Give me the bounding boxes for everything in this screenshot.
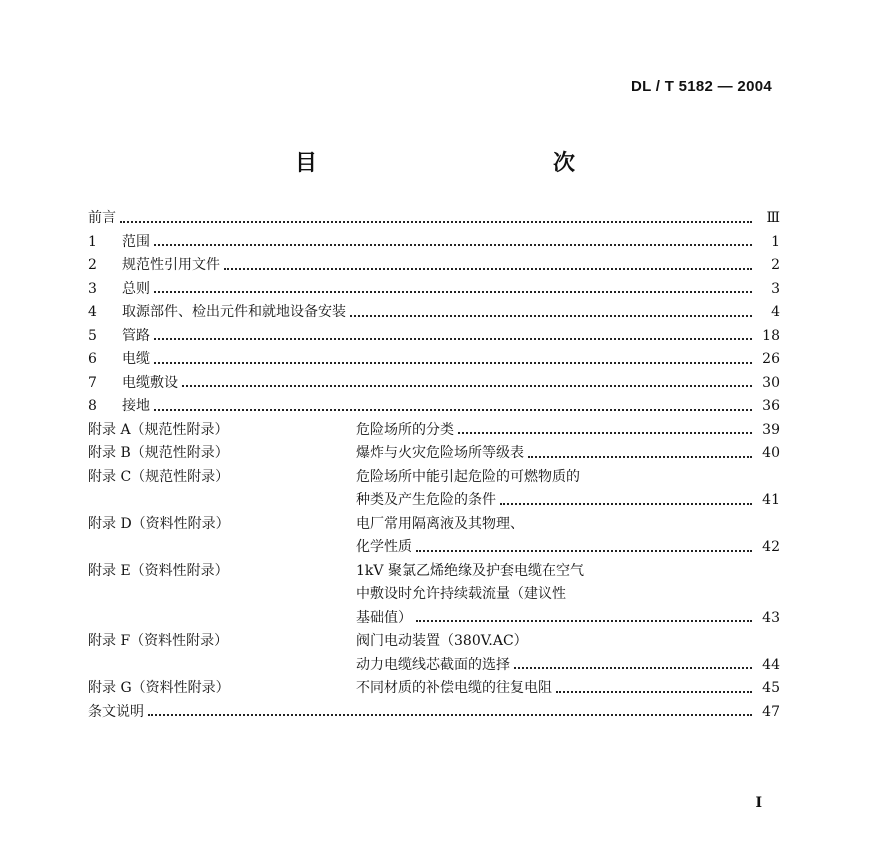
toc-entry-number: 5: [88, 327, 97, 344]
appendix-entry[interactable]: [88, 466, 780, 513]
toc-entry-label: 规范性引用文件: [122, 254, 224, 278]
appendix-heading: 附录 F（资料性附录）: [88, 633, 229, 649]
appendix-title-text: 电厂常用隔离液及其物理、: [356, 513, 528, 537]
appendix-heading: 附录 B（规范性附录）: [88, 445, 229, 461]
appendix-title-line: [356, 583, 780, 607]
dot-leader: [154, 291, 752, 293]
toc-entry-page: 1: [752, 231, 780, 255]
dot-leader: [458, 432, 752, 434]
toc-entry[interactable]: [88, 207, 780, 231]
toc-entry-page: 30: [752, 372, 780, 396]
toc-entry[interactable]: [88, 395, 780, 419]
toc-entry-label: 电缆敷设: [122, 372, 182, 396]
toc-entry-page: 2: [752, 254, 780, 278]
appendix-heading: 附录 A（规范性附录）: [88, 421, 229, 438]
appendix-page: 41: [752, 489, 780, 513]
toc-entry-leader-line: [88, 254, 780, 278]
toc-entry-leader-line: [88, 207, 780, 231]
appendix-heading: 附录 C（规范性附录）: [88, 468, 230, 485]
toc-entry[interactable]: [88, 254, 780, 278]
toc-entry-leader-line: [88, 372, 780, 396]
appendix-entry[interactable]: [88, 419, 780, 443]
appendix-page: 42: [752, 536, 780, 560]
appendix-title-line: [356, 607, 780, 631]
toc-entry-leader-line: [88, 231, 780, 255]
appendix-heading: 附录 G（资料性附录）: [88, 680, 230, 696]
toc-entry-page: Ⅲ: [752, 207, 780, 231]
toc-entry-leader-line: [88, 348, 780, 372]
toc-entry-label: 接地: [122, 395, 154, 419]
appendix-title: [356, 419, 780, 443]
dot-leader: [120, 221, 752, 223]
appendix-title-text: 动力电缆线芯截面的选择: [356, 654, 514, 678]
toc-entry-leader-line: [88, 395, 780, 419]
appendix-title-text: 不同材质的补偿电缆的往复电阻: [356, 677, 556, 701]
dot-leader: [556, 691, 752, 693]
toc-entry-number: 6: [88, 351, 97, 367]
appendix-page: 39: [752, 419, 780, 443]
toc-entry-leader-line: [88, 325, 780, 349]
toc-entry-label: 前言: [88, 207, 120, 231]
appendix-title-line: [356, 654, 780, 678]
dot-leader: [148, 714, 752, 716]
appendix-page: 40: [752, 442, 780, 466]
dot-leader: [182, 385, 752, 387]
appendix-title-line: [356, 630, 780, 654]
appendix-title-line: [356, 560, 780, 584]
toc-entry-label: 管路: [122, 325, 154, 349]
dot-leader: [154, 338, 752, 340]
toc-entry-page: 3: [752, 278, 780, 302]
appendix-title-text: 种类及产生危险的条件: [356, 489, 500, 513]
appendix-entry[interactable]: [88, 677, 780, 701]
appendix-title: [356, 513, 780, 560]
appendix-title-line: [356, 442, 780, 466]
toc-entry-label: 范围: [122, 231, 154, 255]
toc-entry[interactable]: [88, 231, 780, 255]
toc-entry-label: 电缆: [122, 348, 154, 372]
appendix-heading: 附录 D（资料性附录）: [88, 515, 230, 532]
appendix-title-text: 中敷设时允许持续载流量（建议性: [356, 583, 570, 607]
appendix-heading: 附录 E（资料性附录）: [88, 562, 229, 579]
appendix-title: [356, 630, 780, 677]
appendix-title-text: 1kV 聚氯乙烯绝缘及护套电缆在空气: [356, 560, 588, 584]
toc-entry[interactable]: [88, 325, 780, 349]
toc-entry-number: 7: [88, 374, 97, 391]
toc-entry-number: 4: [88, 304, 97, 320]
dot-leader: [154, 409, 752, 411]
toc-entry-number: 1: [88, 233, 97, 250]
toc-entry[interactable]: [88, 372, 780, 396]
appendix-title-text: 化学性质: [356, 536, 416, 560]
toc-entry-leader-line: [88, 701, 780, 725]
toc-entry-number: 2: [88, 257, 97, 273]
toc-entry[interactable]: [88, 348, 780, 372]
appendix-title-text: 危险场所中能引起危险的可燃物质的: [356, 466, 584, 490]
toc-entry-label: 条文说明: [88, 701, 148, 725]
dot-leader: [500, 503, 752, 505]
toc-entry-page: 26: [752, 348, 780, 372]
toc-entry-label: 总则: [122, 278, 154, 302]
appendix-title-text: 爆炸与火灾危险场所等级表: [356, 442, 528, 466]
appendix-title-line: [356, 419, 780, 443]
standard-code: DL / T 5182 — 2004: [630, 78, 772, 95]
appendix-page: 45: [752, 677, 780, 701]
toc-entry-page: 18: [752, 325, 780, 349]
appendix-entry[interactable]: [88, 630, 780, 677]
toc-entry-notes[interactable]: [88, 701, 780, 725]
appendix-title-text: 阀门电动装置（380V.AC）: [356, 630, 532, 654]
appendix-page: 44: [752, 654, 780, 678]
toc-entry-leader-line: [88, 278, 780, 302]
dot-leader: [416, 550, 752, 552]
dot-leader: [224, 268, 752, 270]
appendix-title: [356, 560, 780, 631]
toc-entry[interactable]: [88, 301, 780, 325]
page-number: I: [755, 795, 762, 811]
appendix-entry[interactable]: [88, 560, 780, 631]
dot-leader: [514, 667, 752, 669]
appendix-title-text: 危险场所的分类: [356, 419, 458, 443]
dot-leader: [350, 315, 752, 317]
appendix-page: 43: [752, 607, 780, 631]
dot-leader: [416, 620, 752, 622]
toc-entry-page: 47: [752, 701, 780, 725]
appendix-title-line: [356, 489, 780, 513]
toc-title: 目 次: [294, 151, 639, 176]
dot-leader: [154, 244, 752, 246]
appendix-title-line: [356, 513, 780, 537]
toc-entry-number: 8: [88, 398, 97, 414]
toc-entry[interactable]: [88, 278, 780, 302]
toc-entry-page: 36: [752, 395, 780, 419]
dot-leader: [154, 362, 752, 364]
appendix-entry[interactable]: [88, 442, 780, 466]
appendix-title-text: 基础值）: [356, 607, 416, 631]
appendix-title-line: [356, 536, 780, 560]
appendix-entry[interactable]: [88, 513, 780, 560]
toc-entry-label: 取源部件、检出元件和就地设备安装: [122, 301, 350, 325]
toc-entry-number: 3: [88, 280, 97, 297]
appendix-title-line: [356, 677, 780, 701]
appendix-title: [356, 677, 780, 701]
toc-entry-page: 4: [752, 301, 780, 325]
appendix-title: [356, 442, 780, 466]
appendix-title-line: [356, 466, 780, 490]
table-of-contents: [88, 207, 780, 724]
toc-entry-leader-line: [88, 301, 780, 325]
dot-leader: [528, 456, 752, 458]
appendix-title: [356, 466, 780, 513]
